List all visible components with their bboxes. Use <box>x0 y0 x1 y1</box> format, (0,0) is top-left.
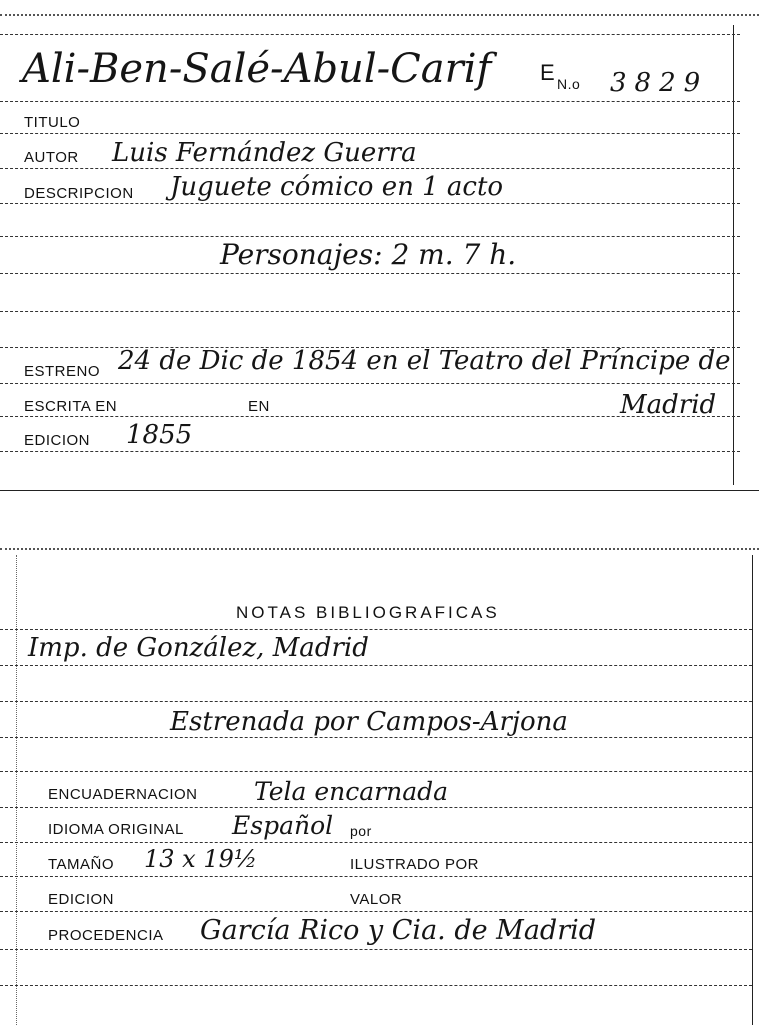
title-value: Ali-Ben-Salé-Abul-Carif <box>22 46 492 92</box>
ruled-line <box>0 771 752 772</box>
idioma-original-label: IDIOMA ORIGINAL <box>48 821 184 838</box>
encuadernacion-label: ENCUADERNACION <box>48 786 198 803</box>
card-bottom-left-border <box>16 555 17 1025</box>
ruled-line <box>0 34 740 35</box>
ruled-line <box>0 665 752 666</box>
number-value: 3829 <box>610 68 709 98</box>
notas-heading: NOTAS BIBLIOGRAFICAS <box>236 603 500 622</box>
ilustrado-por-label: ILUSTRADO POR <box>350 856 480 873</box>
number-prefix: E <box>540 60 556 85</box>
escrita-value: Madrid <box>620 390 717 420</box>
catalog-card-top <box>0 0 759 492</box>
ruled-line <box>0 911 752 912</box>
titulo-label: TITULO <box>24 114 81 131</box>
procedencia-value: García Rico y Cia. de Madrid <box>200 915 597 946</box>
edicion-label: EDICION <box>24 432 91 449</box>
ruled-line <box>0 876 752 877</box>
ruled-line <box>0 629 752 630</box>
number-label: N.o <box>557 76 581 92</box>
note-line-2: Estrenada por Campos-Arjona <box>170 707 568 737</box>
encuadernacion-value: Tela encarnada <box>254 777 449 806</box>
ruled-line <box>0 807 752 808</box>
ruled-line <box>0 949 752 950</box>
ruled-line <box>0 101 740 102</box>
ruled-line <box>0 273 740 274</box>
edicion-value: 1855 <box>126 420 193 450</box>
valor-label: VALOR <box>350 891 403 908</box>
note-line-1: Imp. de González, Madrid <box>28 633 369 663</box>
ruled-line <box>0 203 740 204</box>
tamano-label: TAMAÑO <box>48 856 115 873</box>
por-label: por <box>350 823 372 839</box>
idioma-original-value: Español <box>232 811 334 840</box>
ruled-line <box>0 737 752 738</box>
card-bottom-right-border <box>752 555 753 1025</box>
ruled-line <box>0 311 740 312</box>
descripcion-value: Juguete cómico en 1 acto <box>170 172 504 202</box>
estreno-label: ESTRENO <box>24 363 101 380</box>
escrita-en-label: ESCRITA EN <box>24 398 118 415</box>
descripcion-label: DESCRIPCION <box>24 185 134 202</box>
procedencia-label: PROCEDENCIA <box>48 927 164 944</box>
catalog-card-bottom <box>0 545 759 1028</box>
ruled-line <box>0 451 740 452</box>
ruled-line <box>0 985 752 986</box>
estreno-value: 24 de Dic de 1854 en el Teatro del Príncipe de <box>118 346 731 376</box>
card-top-edge <box>0 14 759 28</box>
edicion-label: EDICION <box>48 891 115 908</box>
en-label: EN <box>248 398 270 415</box>
ruled-line <box>0 842 752 843</box>
card-top-bottom-border <box>0 490 759 491</box>
autor-label: AUTOR <box>24 149 79 166</box>
tamano-value: 13 x 19½ <box>144 845 258 873</box>
ruled-line <box>0 236 740 237</box>
ruled-line <box>0 383 740 384</box>
card-bottom-edge <box>0 548 759 562</box>
autor-value: Luis Fernández Guerra <box>112 138 417 168</box>
ruled-line <box>0 168 740 169</box>
ruled-line <box>0 701 752 702</box>
ruled-line <box>0 133 740 134</box>
personajes-value: Personajes: 2 m. 7 h. <box>220 238 517 271</box>
